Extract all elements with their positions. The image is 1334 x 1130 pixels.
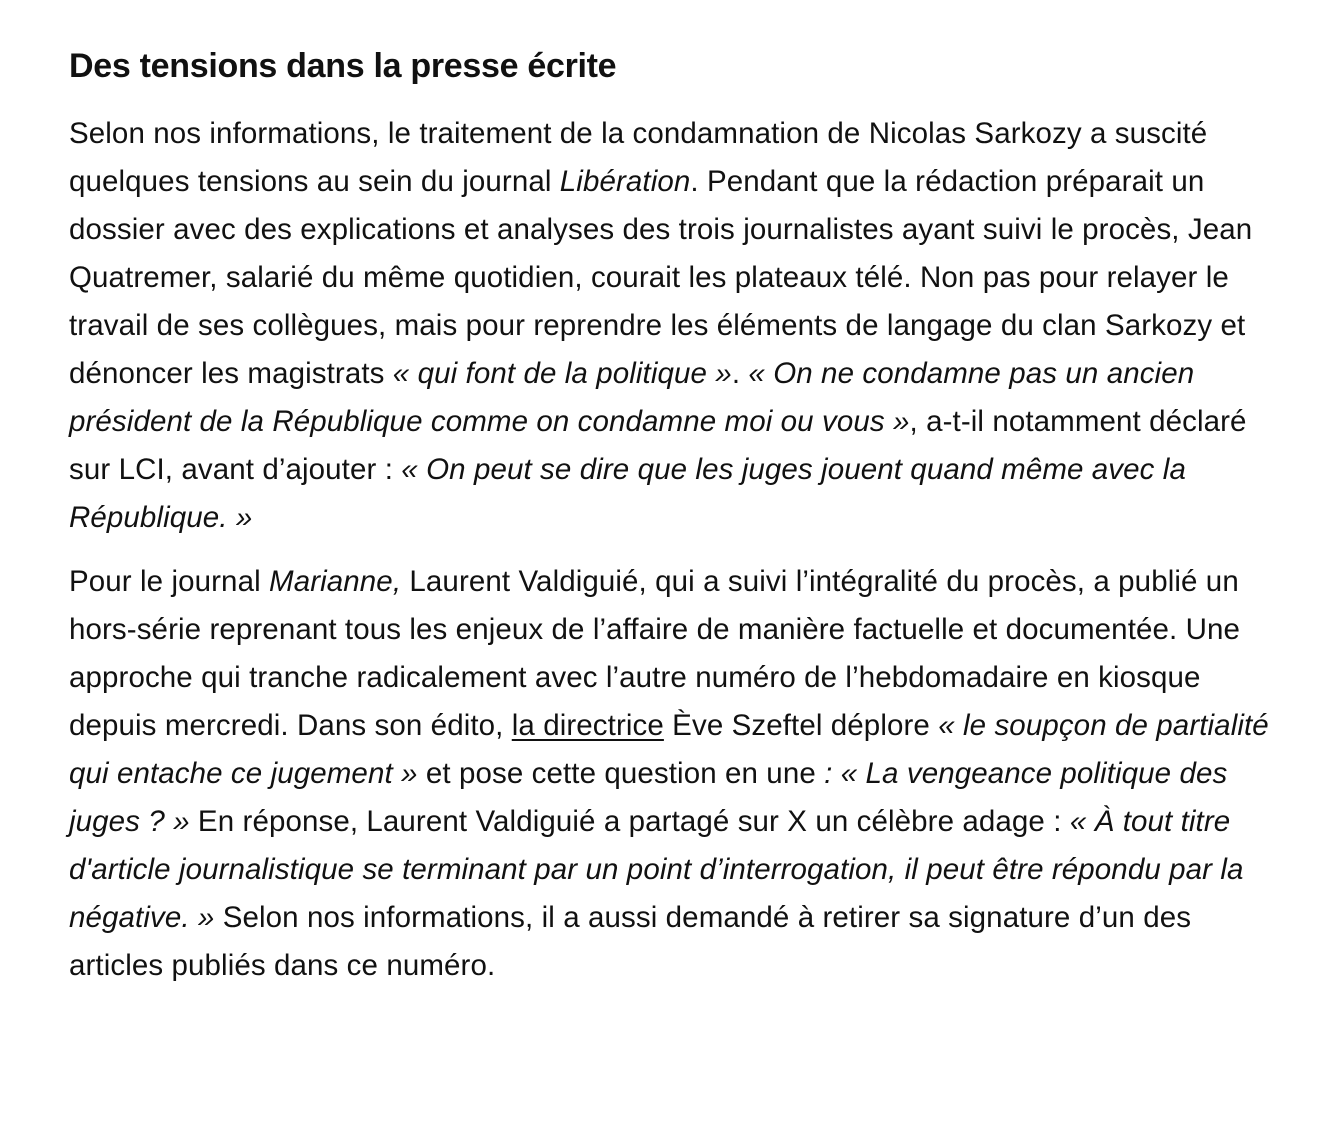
text-segment: En réponse, Laurent Valdiguié a partagé sur X un célèbre adage : [189, 805, 1070, 838]
paragraph-liberation [69, 110, 1284, 542]
text-segment: Laurent Valdiguié, qui a suivi l’intégralité du procès, a publié un hors-série reprenant tous les enjeux de l’affaire de manière factuelle et documentée. Une approche qui tranche radicalement avec l’autre numéro de l’hebdomadaire en kiosque depuis mercredi. Dans son édito, [69, 565, 1241, 742]
text-segment: . [731, 357, 749, 390]
article-section [69, 42, 1284, 1006]
quote-quatremer-2: « On peut se dire que les juges jouent quand même avec la République. » [69, 453, 1186, 534]
quote-magistrats: « qui font de la politique » [392, 357, 732, 390]
text-segment: Pour le journal [69, 565, 270, 598]
publication-name-marianne: Marianne, [269, 565, 402, 598]
text-segment: . Pendant que la rédaction préparait un dossier avec des explications et analyses des trois journalistes ayant suivi le procès, Jean Quatremer, salarié du même quotidien, courait les plateaux télé. Non pas pour relayer le travail de ses collègues, mais pour reprendre les éléments de langage du clan Sarkozy et dénoncer les magistrats [69, 165, 1253, 390]
link-la-directrice[interactable]: la directrice [511, 709, 664, 742]
quote-szeftel: « le soupçon de partialité qui entache ce jugement » [69, 709, 1269, 790]
publication-name-liberation: Libération [559, 165, 691, 198]
text-segment: et pose cette question en une [417, 757, 825, 790]
text-segment: , a-t-il notamment déclaré sur LCI, avant d’ajouter : [69, 405, 1247, 486]
text-segment: Selon nos informations, il a aussi demandé à retirer sa signature d’un des articles publiés dans ce numéro. [69, 901, 1192, 982]
text-segment: Ève Szeftel déplore [663, 709, 939, 742]
quote-adage: « À tout titre d'article journalistique se terminant par un point d’interrogation, il peut être répondu par la négative. » [69, 805, 1244, 934]
quote-quatremer-1: « On ne condamne pas un ancien président de la République comme on condamne moi ou vous » [69, 357, 1195, 438]
text-segment: Selon nos informations, le traitement de la condamnation de Nicolas Sarkozy a suscité quelques tensions au sein du journal [69, 117, 1208, 198]
quote-cover-headline: : « La vengeance politique des juges ? » [69, 757, 1228, 838]
paragraph-marianne [69, 558, 1284, 990]
section-heading: Des tensions dans la presse écrite [69, 47, 617, 85]
